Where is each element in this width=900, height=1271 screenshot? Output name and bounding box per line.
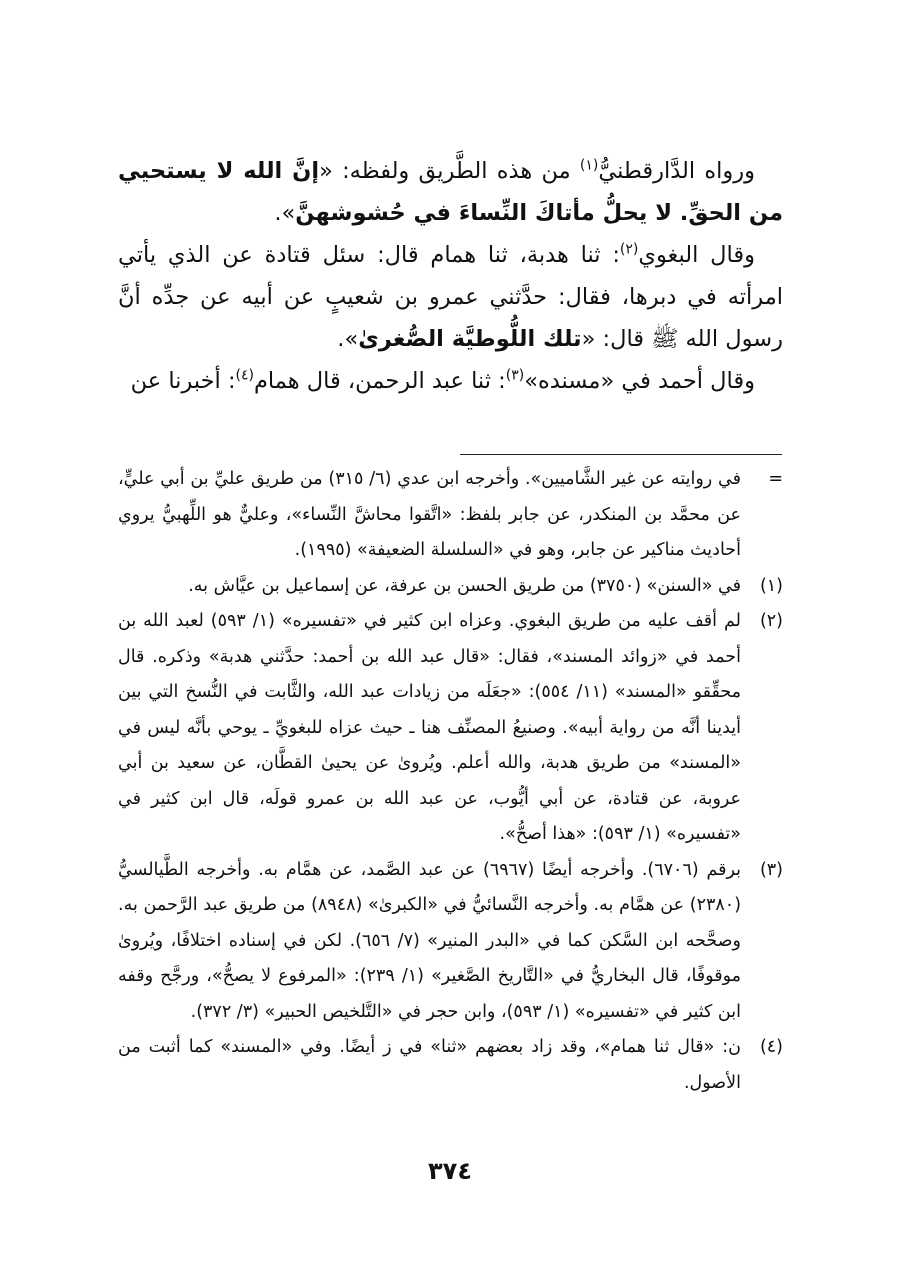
footnote-number: (٢) bbox=[759, 611, 783, 631]
footnote-number: (٤) bbox=[759, 1037, 783, 1057]
footnote-separator bbox=[460, 454, 782, 455]
footnote-number: (١) bbox=[759, 575, 783, 596]
text-span: : أخبرنا عن bbox=[130, 368, 236, 394]
footnote-text: لم أقف عليه من طريق البغوي. وعزاه ابن كثير في «تفسيره» (١/ ٥٩٣) لعبد الله بن أحمد في «زوائد المسند»، فقال: «قال عبد الله بن أحمد: حدَّثني هدبة» وذكره. قال محقِّقو «المسند» (١١/ ٥٥٤): «جعَلَه من زيادات عبد الله، والثَّابت في النُّسخ التي بين أيدينا أنَّه من رواية أبيه». وصنيعُ المصنِّف هنا ـ حيث عزاه للبغويِّ ـ يوحي بأنَّه ليس في «المسند» من طريق هدبة، والله أعلم. ويُروىٰ عن يحيىٰ القطَّان، عن سعيد بن أبي عروبة، عن قتادة، عن أبي أيُّوب، عن عبد الله بن عمرو قولَه، قال ابن كثير في «تفسيره» (١/ ٥٩٣): «هذا أصحُّ». bbox=[118, 611, 741, 844]
footnote-ref-2: (٢) bbox=[619, 241, 639, 258]
footnote-number: = bbox=[768, 469, 783, 489]
text-span: ورواه الدَّارقطنيُّ bbox=[598, 158, 755, 184]
footnote-number: (٣) bbox=[759, 859, 783, 880]
paragraph-3 bbox=[118, 360, 783, 402]
footnote-2 bbox=[118, 604, 783, 853]
footnote-ref-3: (٣) bbox=[505, 367, 525, 384]
footnote-ref-1: (١) bbox=[579, 157, 599, 174]
footnote-text: في روايته عن غير الشَّاميين». وأخرجه ابن عدي (٦/ ٣١٥) من طريق عليِّ بن أبي عليٍّ، عن محمَّد بن المنكدر، عن جابر بلفظ: «اتَّقوا محاشَّ النِّساء»، وعليٌّ هو اللِّهبيُّ يروي أحاديث مناكير عن جابر، وهو في «السلسلة الضعيفة» (١٩٩٥). bbox=[118, 469, 741, 560]
hadith-quote: تلك اللُّوطيَّة الصُّغرىٰ bbox=[358, 326, 582, 352]
text-span: ». bbox=[274, 200, 296, 226]
footnote-1 bbox=[118, 569, 783, 605]
footnotes bbox=[118, 462, 783, 1101]
footnote-ref-4: (٤) bbox=[235, 367, 254, 384]
footnote-text: في «السنن» (٣٧٥٠) من طريق الحسن بن عرفة، عن إسماعيل بن عيَّاش به. bbox=[188, 575, 741, 596]
footnote-3 bbox=[118, 853, 783, 1031]
text-span: ». bbox=[337, 326, 359, 352]
page-number: ٣٧٤ bbox=[428, 1157, 472, 1185]
main-text bbox=[118, 150, 783, 402]
text-span: : ثنا عبد الرحمن، قال همام bbox=[254, 368, 506, 394]
paragraph-2 bbox=[118, 234, 783, 360]
text-span: من هذه الطَّريق ولفظه: « bbox=[319, 158, 580, 184]
text-span: : ثنا هدبة، ثنا همام قال: سئل قتادة عن الذي يأتي امرأته في دبرها، فقال: حدَّثني عمرو بن شعيبٍ عن أبيه عن جدِّه أنَّ رسول الله ﷺ قال: « bbox=[118, 242, 783, 352]
footnote-4 bbox=[118, 1030, 783, 1101]
footnote-text: برقم (٦٧٠٦). وأخرجه أيضًا (٦٩٦٧) عن عبد الصَّمد، عن همَّام به. وأخرجه الطَّيالسيُّ (٢٣٨٠) عن همَّام به. وأخرجه النَّسائيُّ في «الكبرىٰ» (٨٩٤٨) من طريق عبد الرَّحمن به. وصحَّحه ابن السَّكن كما في «البدر المنير» (٧/ ٦٥٦). لكن في إسناده اختلافًا، ويُروىٰ موقوفًا، قال البخاريُّ في «التَّاريخ الصَّغير» (١/ ٢٣٩): «المرفوع لا يصحُّ»، ورجَّح وقفه ابن كثير في «تفسيره» (١/ ٥٩٣)، وابن حجر في «التَّلخيص الحبير» (٣/ ٣٧٢). bbox=[118, 859, 742, 1022]
text-span: وقال أحمد في «مسنده» bbox=[524, 368, 755, 394]
paragraph-1 bbox=[118, 150, 783, 234]
hadith-quote: إنَّ الله لا يستحيي من الحقِّ. لا يحلُّ مأتاكَ النِّساءَ في حُشوشهنَّ bbox=[118, 158, 783, 226]
text-span: وقال البغوي bbox=[638, 242, 755, 268]
footnote-text: ن: «قال ثنا همام»، وقد زاد بعضهم «ثنا» في ز أيضًا. وفي «المسند» كما أثبت من الأصول. bbox=[118, 1037, 741, 1093]
footnote-continuation bbox=[118, 462, 783, 569]
